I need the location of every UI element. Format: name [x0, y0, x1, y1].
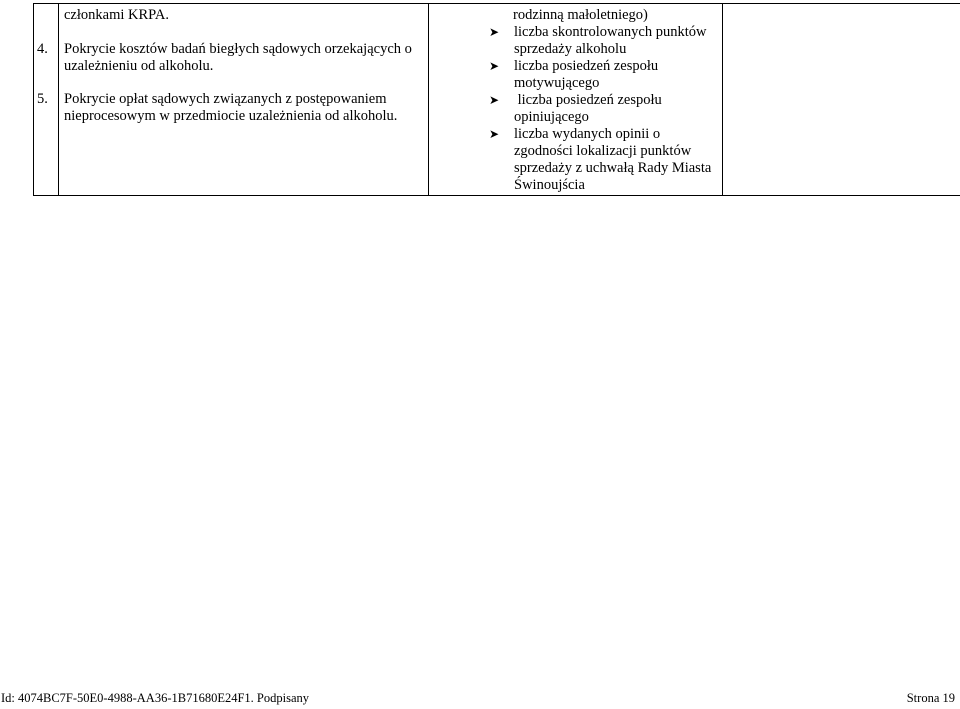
- description-top-line: członkami KRPA.: [64, 7, 169, 23]
- list-item-line: sprzedaży z uchwałą Rady Miasta: [514, 160, 712, 176]
- indicators-top-line: rodzinną małoletniego): [513, 7, 648, 23]
- arrow-bullet-icon: ➤: [489, 93, 500, 107]
- column-divider: [58, 3, 59, 196]
- row-number-5: 5.: [37, 91, 48, 107]
- list-item-line: zgodności lokalizacji punktów: [514, 143, 692, 159]
- column-divider: [428, 3, 429, 196]
- list-item-line: liczba posiedzeń zespołu: [514, 58, 659, 74]
- item-5-text-line1: Pokrycie opłat sądowych związanych z postępowaniem: [64, 91, 387, 107]
- arrow-bullet-icon: ➤: [489, 25, 500, 39]
- item-4-text-line1: Pokrycie kosztów badań biegłych sądowych orzekających o: [64, 41, 412, 57]
- item-5-text-line2: nieprocesowym w przedmiocie uzależnienia od alkoholu.: [64, 108, 398, 124]
- list-item-line: sprzedaży alkoholu: [514, 41, 627, 57]
- column-divider: [722, 3, 723, 196]
- list-item-line: liczba skontrolowanych punktów: [514, 24, 707, 40]
- arrow-bullet-icon: ➤: [489, 127, 500, 141]
- row-number-4: 4.: [37, 41, 48, 57]
- list-item-line: Świnoujścia: [514, 177, 585, 193]
- list-item-line: liczba wydanych opinii o: [514, 126, 661, 142]
- list-item-line: motywującego: [514, 75, 600, 91]
- arrow-bullet-icon: ➤: [489, 59, 500, 73]
- item-4-text-line2: uzależnieniu od alkoholu.: [64, 58, 214, 74]
- description-column: [64, 7, 412, 125]
- indicators-column: [489, 7, 721, 194]
- list-item: [489, 24, 721, 58]
- document-id-footer: Id: 4074BC7F-50E0-4988-AA36-1B71680E24F1. Podpisany: [1, 691, 309, 705]
- list-item-line: opiniującego: [514, 109, 589, 125]
- list-item: [489, 92, 721, 126]
- list-item-line: liczba posiedzeń zespołu: [514, 92, 662, 108]
- list-item: [489, 58, 721, 92]
- list-item: [489, 126, 721, 194]
- page-number: Strona 19: [906, 691, 955, 705]
